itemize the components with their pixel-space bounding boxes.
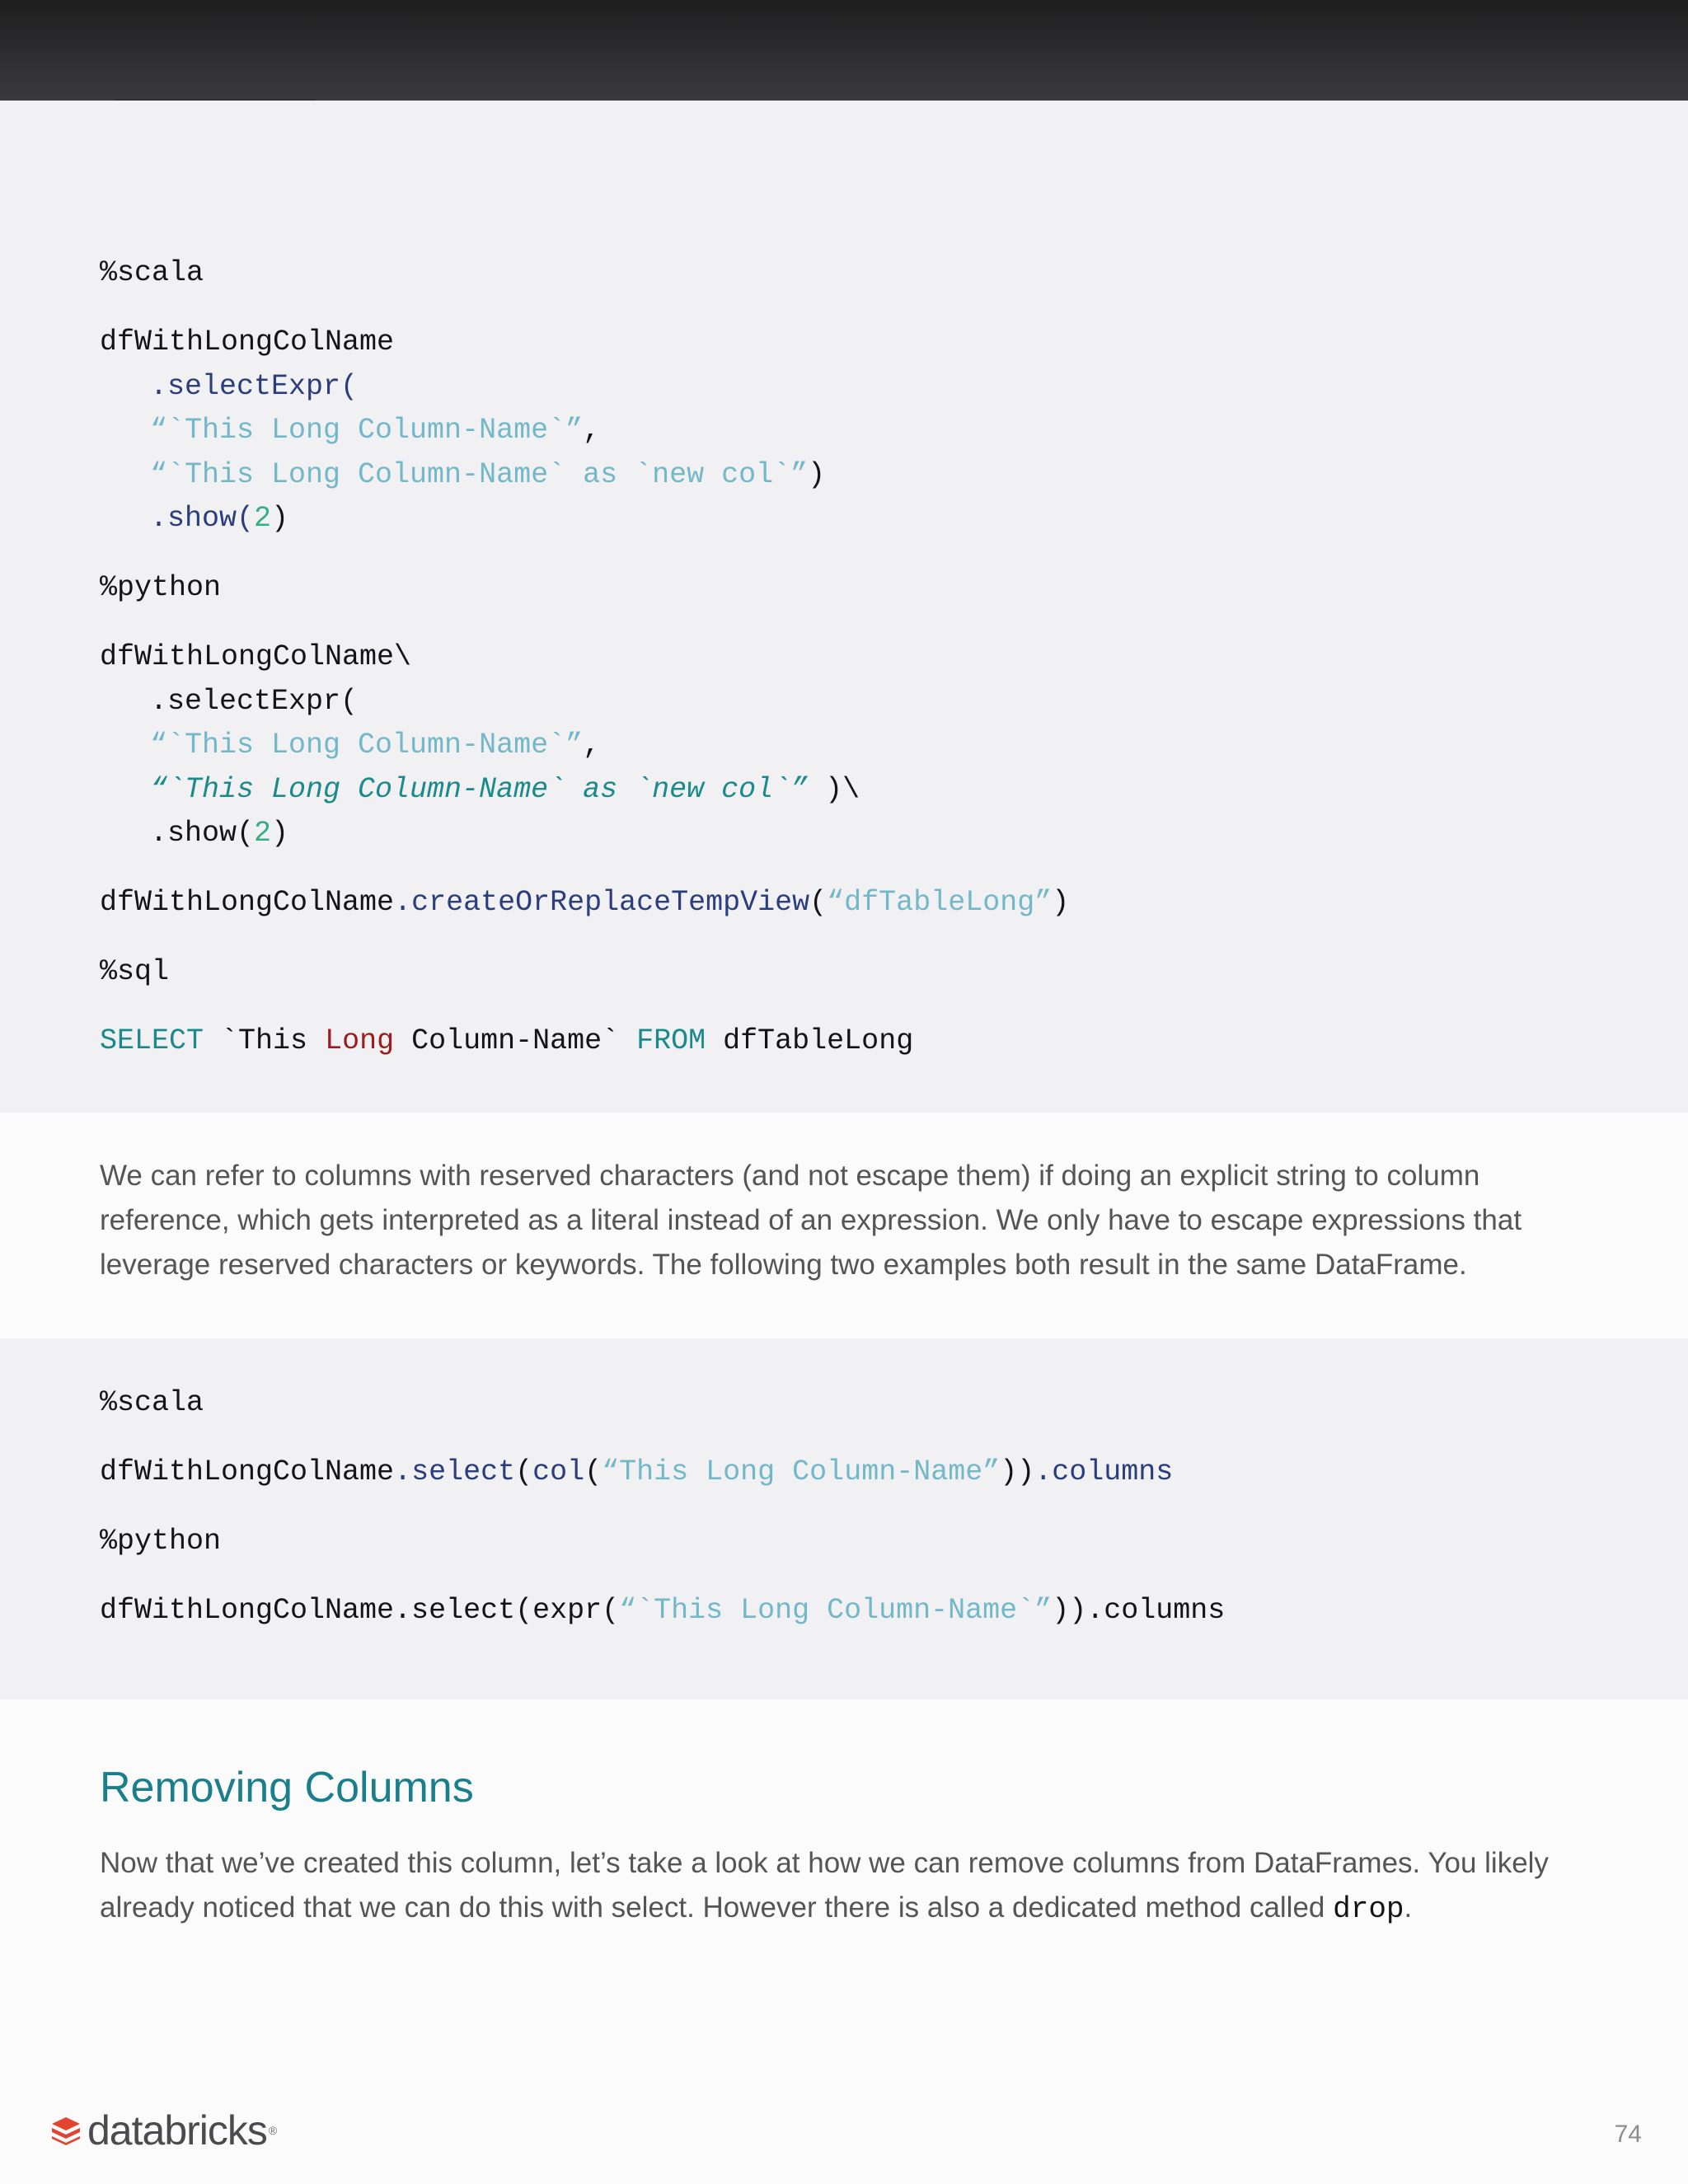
code-block-select-columns [0,1338,1688,1699]
code-line: SELECT `This Long Column-Name` FROM dfTableLong [100,1024,914,1057]
code-line: .selectExpr( [150,370,359,403]
code-line: .show(2) [150,817,289,850]
code-line: dfWithLongColName [100,326,395,359]
code-line: “`This Long Column-Name`”, [150,414,601,447]
code-line: dfWithLongColName.createOrReplaceTempView(“dfTableLong”) [100,886,1070,919]
inline-code: drop [1333,1892,1404,1926]
paragraph-line: reference, which gets interpreted as a literal instead of an expression. We only have to escape expressions that [100,1204,1522,1236]
databricks-logo [49,2107,277,2154]
code-cell-tag-scala: %scala [100,1386,204,1419]
code-line: “`This Long Column-Name` as `new col`” )\ [150,773,860,806]
code-cell-tag-python: %python [100,1525,222,1558]
code-line: .show(2) [150,502,289,535]
code-line: dfWithLongColName\ [100,640,412,673]
section-heading: Removing Columns [100,1764,474,1811]
paragraph-line: Now that we’ve created this column, let’s take a look at how we can remove columns from DataFrames. You likely [100,1847,1549,1879]
code-line: “`This Long Column-Name`”, [150,729,601,762]
code-block-column-names [0,101,1688,1113]
code-cell-tag-sql: %sql [100,955,170,988]
paragraph-line: already noticed that we can do this with select. However there is also a dedicated method called drop. [100,1891,1413,1926]
paragraph-line: leverage reserved characters or keywords. The following two examples both result in the same DataFrame. [100,1249,1467,1281]
code-line: “`This Long Column-Name` as `new col`”) [150,458,826,491]
logo-wordmark: databricks [87,2107,267,2154]
databricks-logo-icon [49,2114,82,2147]
code-line: .selectExpr( [150,685,359,718]
section-paragraph [100,1841,1583,1932]
code-line: dfWithLongColName.select(col(“This Long Column-Name”)).columns [100,1455,1174,1488]
code-cell-tag-scala: %scala [100,256,204,289]
paragraph-line: We can refer to columns with reserved characters (and not escape them) if doing an explicit string to column [100,1160,1480,1192]
code-cell-tag-python: %python [100,571,222,604]
body-paragraph [100,1154,1583,1287]
page-number: 74 [1614,2121,1642,2148]
trademark-symbol: ® [268,2124,278,2137]
header-band [0,0,1688,101]
code-line: dfWithLongColName.select(expr(“`This Long Column-Name`”)).columns [100,1594,1226,1627]
